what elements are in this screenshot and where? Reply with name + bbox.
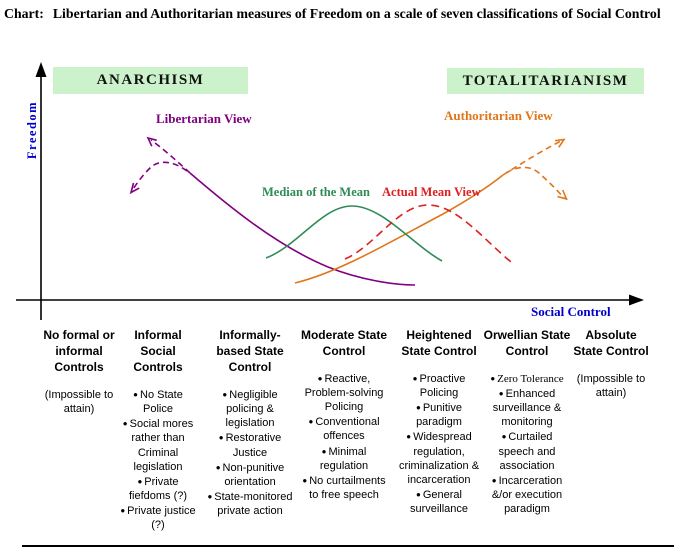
bullet-icon: ● [120,505,126,515]
list-item-text: Private justice (?) [127,504,196,531]
list-item-text: Zero Tolerance [497,373,564,386]
column-header: Heightened State Control [401,328,477,359]
bullet-icon: ● [218,433,224,443]
bullet-icon: ● [501,432,507,442]
title-prefix: Chart: [4,6,44,21]
bullet-icon: ● [207,491,213,501]
list-item-text: Enhanced surveillance & monitoring [492,388,562,429]
authoritarian-dashed-segment [503,141,561,175]
column-header: No formal or informal Controls [43,328,115,375]
bullet-icon: ● [308,417,314,427]
list-item-text: Curtailed speech and association [498,431,556,472]
list-item-text: Social mores rather than Criminal legislation [129,418,194,473]
bullet-icon: ● [498,389,504,399]
libertarian-view-label: Libertarian View [156,111,252,126]
list-item-text: Minimal regulation [319,445,369,472]
list-item-text: Reactive, Problem-solving Policing [304,373,384,414]
bottom-divider [22,545,674,547]
bullet-icon: ● [133,390,139,400]
actual-mean-view-label: Actual Mean View [382,185,481,199]
list-item [393,401,485,429]
list-item-text: Proactive Policing [419,373,466,400]
bullet-icon: ● [222,390,228,400]
list-item-text: No State Police [140,389,183,416]
libertarian-hook-arrowhead-icon [131,183,139,193]
column-header: Informally-based State Control [216,328,284,375]
bullet-icon: ● [406,432,412,442]
list-item-text: General surveillance [409,488,469,515]
column-informally-based-state-control [205,327,295,519]
column-header: Orwellian State Control [483,328,571,359]
list-item-text: Punitive paradigm [416,402,462,429]
list-item [483,474,571,516]
list-item [205,490,295,518]
bullet-icon: ● [491,475,497,485]
bullet-icon: ● [122,419,128,429]
bullet-icon: ● [416,403,421,413]
list-item [119,504,197,532]
authoritarian-view-label: Authoritarian View [444,108,553,123]
list-item-text: Incarceration &/or execution paradigm [491,474,563,515]
column-orwellian-state-control [483,327,571,517]
list-item [119,388,197,416]
list-item [483,372,571,386]
column-note: (Impossible to attain) [576,373,646,400]
column-header: Absolute State Control [573,328,649,359]
list-item [205,461,295,489]
totalitarianism-label: TOTALITARIANISM [462,72,629,89]
authoritarian-hook-segment [506,167,564,198]
bullet-icon: ● [317,374,323,384]
bullet-icon: ● [416,489,421,499]
column-heightened-state-control [393,327,485,517]
list-item [393,372,485,400]
bullet-icon: ● [321,446,327,456]
list-item [119,475,197,503]
libertarian-hook-segment [132,162,187,191]
column-header: Moderate State Control [300,328,388,359]
totalitarianism-banner [447,68,644,94]
list-item-text: No curtailments to free speech [309,474,386,501]
list-item [299,474,389,502]
column-header: Informal Social Controls [133,328,183,375]
list-item [299,445,389,473]
list-item-text: Private fiefdoms (?) [128,475,188,502]
x-axis-label: Social Control [531,304,611,319]
list-item-text: Negligible policing & legislation [225,389,278,430]
bullet-icon: ● [137,476,143,486]
column-note: (Impossible to attain) [44,389,114,416]
column-absolute-state-control [571,327,651,400]
list-item [119,417,197,473]
bullet-icon: ● [490,374,496,384]
column-informal-social-controls [119,327,197,533]
bullet-icon: ● [412,374,418,384]
list-item [483,430,571,472]
list-item-text: Restorative Justice [225,432,282,459]
list-item [205,431,295,459]
list-item [205,388,295,430]
title-text: Libertarian and Authoritarian measures of Freedom on a scale of seven classifications of Social Control [52,6,661,21]
list-item-text: Widespread regulation, criminalization & incarceration [398,431,480,486]
anarchism-label: ANARCHISM [96,72,205,88]
column-moderate-state-control [299,327,389,503]
list-item [393,430,485,486]
bullet-icon: ● [215,462,221,472]
y-axis-label: Freedom [25,100,39,160]
list-item [299,372,389,414]
median-curve [266,206,442,261]
y-axis-arrow-icon [36,62,47,77]
list-item-text: State-monitored private action [214,490,293,517]
list-item [393,488,485,516]
median-of-mean-label: Median of the Mean [262,185,370,199]
list-item [299,415,389,443]
libertarian-dashed-segment [151,140,190,173]
list-item [483,387,571,429]
libertarian-arrowhead-icon [148,138,157,146]
bullet-icon: ● [302,475,308,485]
x-axis-arrow-icon [629,295,644,306]
anarchism-banner [53,67,248,94]
list-item-text: Conventional offences [315,416,380,443]
list-item-text: Non-punitive orientation [222,461,285,488]
column-no-formal-controls [36,327,122,416]
